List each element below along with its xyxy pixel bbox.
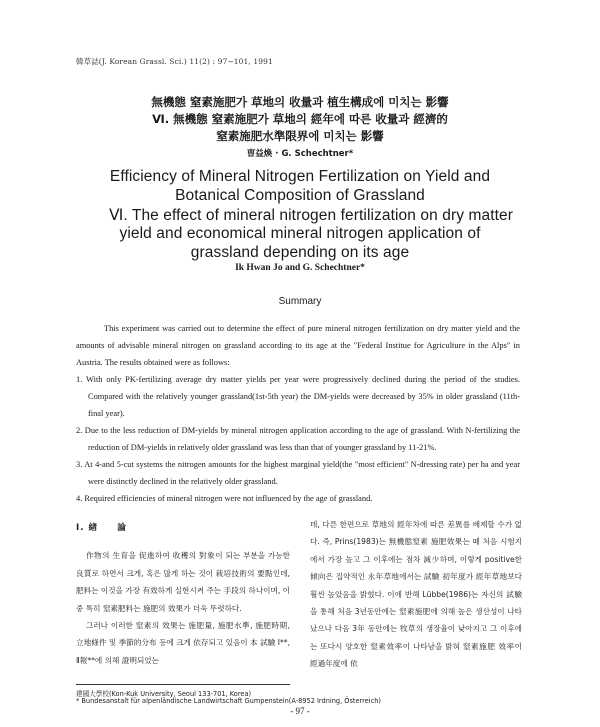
korean-title-line-3: 窒素施肥水準限界에 미치는 影響 [216,129,384,143]
footnote-affiliation: 建國大學校(Kon-Kuk University, Seoul 133-701, Korea) [76,690,252,698]
body-paragraph: 그러나 이러한 窒素의 效果는 施肥量, 施肥水準, 施肥時期, 立地條件 및 季節的分布 등에 크게 依存되고 있음이 本 試驗 Ⅰ**, Ⅱ報**에 의해 證明되었는 [76,621,290,665]
summary-item: 1. With only PK-fertilizing average dry matter yields per year were progressively declined during the period of the studies. Compared with the relatively younger grassland(1st-5th year) the DM-yields were decreased by 35% in older grassland (11th-final year). [76,375,520,418]
summary-intro: This experiment was carried out to determine the effect of pure mineral nitrogen fertilization on dry matter yield and the amounts of advisable mineral nitrogen on grassland according to its age at the "Federal Institue for Agriculture in the Alps" in Austria. The results obtained were as follows: [76,324,520,367]
body-paragraph: 作物의 生育을 促進하여 收穫의 對象이 되는 부분을 가능한 良質로 하면서 크게, 혹은 많게 하는 것이 栽培技術의 要點인데, 肥料는 이것을 가장 有效하게 실현시켜 주는 手段의 하나이며, 이 중 특히 窒素肥料는 施肥의 效果가 더욱 뚜렷하다. [76,551,290,613]
journal-reference: 韓草誌(J. Korean Grassl. Sci.) 11(2) : 97∼101, 1991 [76,57,273,66]
korean-title-line-2: Ⅵ. 無機態 窒素施肥가 草地의 經年에 따른 收量과 經濟的 [152,112,448,126]
summary-body [76,320,520,507]
footnote-rule [76,684,290,685]
body-left-column [76,516,290,669]
summary-results-list [76,371,520,507]
summary-item: 4. Required efficiencies of mineral nitrogen were not influenced by the age of grassland. [76,494,373,503]
summary-item: 3. At 4-and 5-cut systems the nitrogen amounts for the highest marginal yield(the "most efficient" N-dressing rate) per ha and year were distinctly declined in the relatively older grassland. [76,460,520,486]
korean-title-line-1: 無機態 窒素施肥가 草地의 收量과 植生構成에 미치는 影響 [151,95,449,109]
english-title-line-5: grassland depending on its age [190,244,410,261]
english-authors: Ik Hwan Jo and G. Schechtner* [235,263,365,273]
english-title-line-4: yield and economical mineral nitrogen application of [119,225,481,242]
footnote-affiliation-2: * Bundesanstalt für alpenländische Landwirtschaft Gumpenstein(A-8952 Irdning, Österreich) [76,697,381,705]
summary-heading: Summary [278,296,322,307]
body-paragraph: 데, 다른 한편으로 草地의 經年차에 따른 差異를 배제할 수가 없다. 즉, Prins(1983)는 無機態窒素 施肥效果는 떼 처음 시험지에서 가장 높고 그 이후에는 점차 減少하며, 이렇게 positive한 傾向은 집약적인 永年草地에서는 試驗 初年度가 經年草地보다 훨씬 높았음을 밝혔다. 이에 반해 Lübbe(1986)는 자신의 試驗을 통해 처음 3년동안에는 窒素施肥에 의해 높은 생산성이 나타났으나 다음 3年 동안에는 牧草의 생장율이 낮아지고 그 이후에는 또다시 양호한 窒素效率이 나타남을 밝혀 窒素施肥 效率이 經過年度에 依 [310,520,522,669]
summary-item: 2. Due to the less reduction of DM-yields by mineral nitrogen application according to the age of grassland. With N-fertilizing the reduction of DM-yields in relatively older grassland was less than that of younger grassland by 11-21%. [76,426,520,452]
english-title-line-1: Efficiency of Mineral Nitrogen Fertilization on Yield and [109,168,491,185]
english-title-line-3: Ⅵ. The effect of mineral nitrogen fertilization on dry matter [108,207,514,224]
body-right-column [310,516,522,673]
korean-authors: 曺益煥 · G. Schechtner* [246,149,354,159]
section-heading-introduction: Ⅰ. 緖 論 [76,523,127,533]
english-title-line-2: Botanical Composition of Grassland [175,187,425,204]
page-number: - 97 - [290,706,310,716]
